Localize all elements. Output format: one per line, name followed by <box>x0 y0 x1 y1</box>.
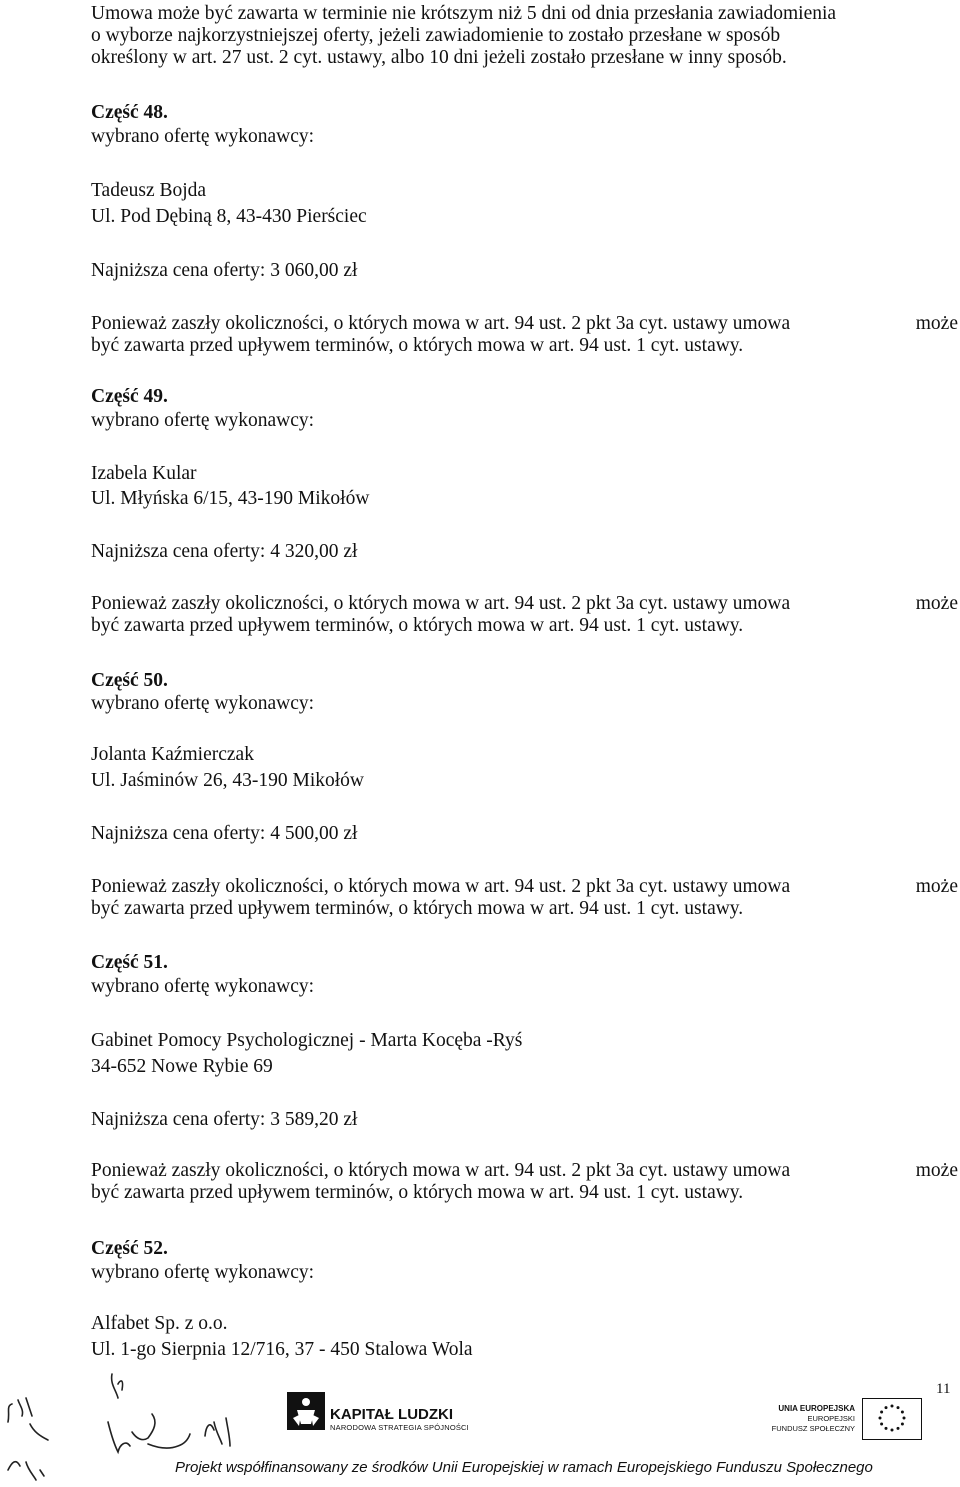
kapital-ludzki-subtitle: NARODOWA STRATEGIA SPÓJNOŚCI <box>330 1423 469 1432</box>
intro-line-3: określony w art. 27 ust. 2 cyt. ustawy, albo 10 dni jeżeli zostało przesłane w inny sposób. <box>91 47 787 68</box>
part-49-reason: Ponieważ zaszły okoliczności, o których mowa w art. 94 ust. 2 pkt 3a cyt. ustawy umowa może być zawarta przed upływem terminów, o których mowa w art. 94 ust. 1 cyt. ustawy. <box>91 593 958 636</box>
part-52-selected-label: wybrano ofertę wykonawcy: <box>91 1262 315 1283</box>
intro-line-1: Umowa może być zawarta w terminie nie krótszym niż 5 dni od dnia przesłania zawiadomienia <box>91 3 837 24</box>
part-51-reason: Ponieważ zaszły okoliczności, o których mowa w art. 94 ust. 2 pkt 3a cyt. ustawy umowa może być zawarta przed upływem terminów, o których mowa w art. 94 ust. 1 cyt. ustawy. <box>91 1160 958 1203</box>
part-51-selected-label: wybrano ofertę wykonawcy: <box>91 976 315 997</box>
kapital-ludzki-title: KAPITAŁ LUDZKI <box>330 1406 454 1423</box>
eu-text <box>735 1404 855 1434</box>
part-50-heading: Część 50. <box>91 670 168 691</box>
eu-fund-2: FUNDUSZ SPOŁECZNY <box>771 1424 855 1433</box>
intro-line-2: o wyborze najkorzystniejszej oferty, jeżeli zawiadomienie to zostało przesłane w sposób <box>91 25 781 46</box>
eu-title: UNIA EUROPEJSKA <box>778 1404 855 1413</box>
part-51-contractor: Gabinet Pomocy Psychologicznej - Marta Kocęba -Ryś <box>91 1030 523 1051</box>
part-48-contractor: Tadeusz Bojda <box>91 180 207 201</box>
part-49-selected-label: wybrano ofertę wykonawcy: <box>91 410 315 431</box>
part-50-contractor: Jolanta Kaźmierczak <box>91 744 254 765</box>
part-50-address: Ul. Jaśminów 26, 43-190 Mikołów <box>91 770 364 791</box>
part-52-contractor: Alfabet Sp. z o.o. <box>91 1313 228 1334</box>
part-48-selected-label: wybrano ofertę wykonawcy: <box>91 126 315 147</box>
part-48-price: Najniższa cena oferty: 3 060,00 zł <box>91 260 358 281</box>
part-49-contractor: Izabela Kular <box>91 463 197 484</box>
part-48-address: Ul. Pod Dębiną 8, 43-430 Pierściec <box>91 206 367 227</box>
part-52-heading: Część 52. <box>91 1238 168 1259</box>
kapital-ludzki-logo-icon <box>287 1392 325 1430</box>
eu-flag-icon <box>862 1398 922 1440</box>
part-49-price: Najniższa cena oferty: 4 320,00 zł <box>91 541 358 562</box>
eu-fund-1: EUROPEJSKI <box>807 1414 855 1423</box>
part-51-price: Najniższa cena oferty: 3 589,20 zł <box>91 1109 358 1130</box>
page-number: 11 <box>936 1381 951 1397</box>
footer-caption: Projekt współfinansowany ze środków Unii Europejskiej w ramach Europejskiego Funduszu Społecznego <box>175 1459 873 1476</box>
part-48-reason: Ponieważ zaszły okoliczności, o których mowa w art. 94 ust. 2 pkt 3a cyt. ustawy umowa może być zawarta przed upływem terminów, o których mowa w art. 94 ust. 1 cyt. ustawy. <box>91 313 958 356</box>
part-52-address: Ul. 1-go Sierpnia 12/716, 37 - 450 Stalowa Wola <box>91 1339 473 1360</box>
part-49-heading: Część 49. <box>91 386 168 407</box>
part-51-heading: Część 51. <box>91 952 168 973</box>
part-48-heading: Część 48. <box>91 102 168 123</box>
part-51-address: 34-652 Nowe Rybie 69 <box>91 1056 273 1077</box>
part-50-selected-label: wybrano ofertę wykonawcy: <box>91 693 315 714</box>
kapital-ludzki-text <box>330 1407 469 1433</box>
part-50-reason: Ponieważ zaszły okoliczności, o których mowa w art. 94 ust. 2 pkt 3a cyt. ustawy umowa może być zawarta przed upływem terminów, o których mowa w art. 94 ust. 1 cyt. ustawy. <box>91 876 958 919</box>
part-50-price: Najniższa cena oferty: 4 500,00 zł <box>91 823 358 844</box>
intro-paragraph <box>91 3 958 69</box>
part-49-address: Ul. Młyńska 6/15, 43-190 Mikołów <box>91 488 370 509</box>
